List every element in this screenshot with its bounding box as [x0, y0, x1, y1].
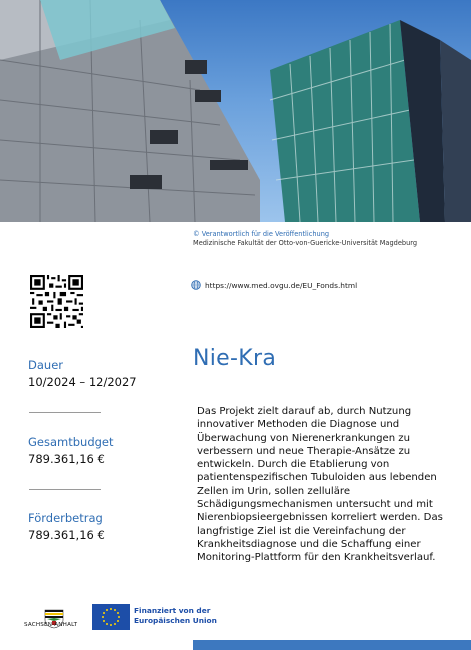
budget-value: 789.361,16 €	[28, 452, 105, 466]
duration-label: Dauer	[28, 358, 63, 372]
separator	[29, 412, 101, 413]
project-description: Das Projekt zielt darauf ab, durch Nutzung innovativer Methoden die Diagnose und Überwachung von Nierenerkrankungen zu verbessern und neue Therapie-Ansätze zu entwickeln. Durch die Etablierung von patientenspezifischen Tubuloiden aus lebenden Zellen im Urin, sollen zelluläre Schädigungsmechanismen untersucht und mit Nierenbiopsieergebnissen korreliert werden. Das langfristige Ziel ist die Vereinfachung der Krankheitsdiagnose und die Schaffung einer Monitoring-Plattform für den Krankheitsverlauf.	[197, 406, 443, 564]
eu-line-1: Finanziert von der	[134, 606, 211, 615]
funding-value: 789.361,16 €	[28, 528, 105, 542]
project-url[interactable]: https://www.med.ovgu.de/EU_Fonds.html	[205, 280, 358, 290]
qr-code	[30, 275, 83, 328]
sachsen-anhalt-logo	[25, 603, 83, 633]
project-link[interactable]	[191, 280, 357, 290]
credit-line-2: Medizinische Fakultät der Otto-von-Guericke-Universität Magdeburg	[193, 239, 418, 247]
project-title: Nie-Kra	[193, 346, 277, 371]
budget-label: Gesamtbudget	[28, 435, 114, 449]
hero-image	[0, 0, 471, 222]
duration-value: 10/2024 – 12/2027	[28, 375, 137, 389]
credit-line-1: © Verantwortlich für die Veröffentlichung	[193, 230, 330, 238]
eu-funding-text	[134, 606, 217, 626]
eu-line-2: Europäischen Union	[134, 616, 217, 625]
eu-flag-icon	[92, 604, 130, 630]
globe-icon	[191, 280, 201, 290]
separator	[29, 489, 101, 490]
bottom-accent-bar	[193, 640, 471, 650]
image-credit	[193, 230, 417, 248]
funding-label: Förderbetrag	[28, 511, 103, 525]
building-illustration	[0, 0, 471, 222]
sachsen-anhalt-label: SACHSEN-ANHALT	[24, 622, 78, 628]
